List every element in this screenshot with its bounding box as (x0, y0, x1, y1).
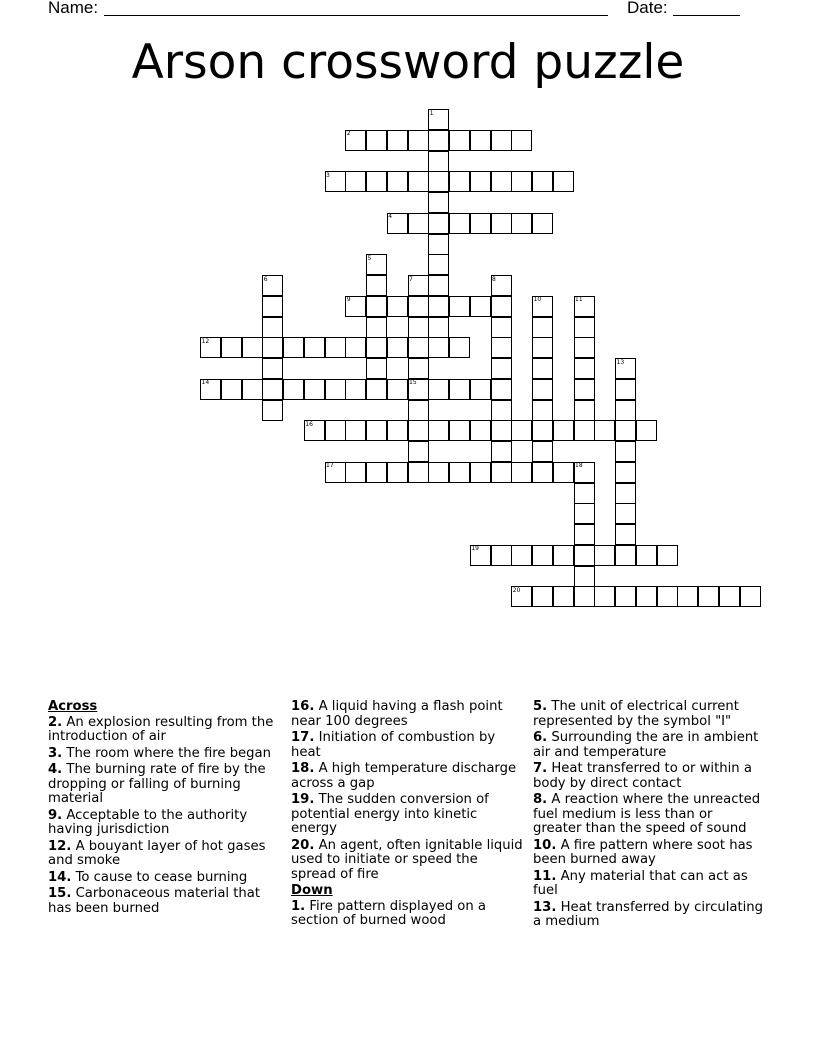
grid-cell[interactable] (574, 358, 595, 379)
clue-text: A fire pattern where soot has been burned away (533, 837, 753, 867)
grid-cell[interactable] (345, 171, 366, 192)
clue-number: 11. (533, 868, 557, 884)
grid-cell[interactable] (491, 130, 512, 151)
clue-item (291, 839, 523, 883)
name-label: Name: (48, 0, 99, 17)
clue-number: 9 (346, 296, 351, 304)
grid-cell[interactable] (491, 545, 512, 566)
grid-cell[interactable] (553, 420, 574, 441)
grid-cell[interactable] (408, 462, 429, 483)
clue-number: 18. (291, 761, 315, 776)
grid-cell[interactable] (657, 545, 678, 566)
clue-item (291, 900, 523, 929)
grid-cell[interactable] (615, 441, 636, 462)
grid-cell[interactable] (470, 420, 491, 441)
grid-cell[interactable] (532, 545, 553, 566)
clue-number: 2. (48, 714, 63, 730)
grid-cell[interactable] (366, 337, 387, 358)
grid-cell[interactable] (387, 130, 408, 151)
clue-text: Surrounding the are in ambient air and temperature (533, 730, 759, 760)
clue-text: A bouyant layer of hot gases and smoke (48, 838, 266, 868)
grid-cell[interactable] (511, 462, 532, 483)
grid-cell[interactable] (387, 420, 408, 441)
grid-cell[interactable] (470, 213, 491, 234)
clue-number: 16 (305, 420, 313, 428)
grid-cell[interactable] (574, 337, 595, 358)
clue-item (48, 747, 280, 762)
clue-item (48, 716, 280, 745)
grid-cell[interactable] (511, 213, 532, 234)
grid-cell[interactable] (366, 420, 387, 441)
clue-text: Fire pattern displayed on a section of burned wood (291, 898, 486, 928)
grid-cell[interactable] (470, 130, 491, 151)
grid-cell[interactable] (262, 337, 283, 358)
grid-cell[interactable] (470, 171, 491, 192)
grid-cell[interactable] (428, 213, 449, 234)
grid-cell[interactable] (283, 337, 304, 358)
clue-text: Any material that can act as fuel (533, 868, 748, 898)
grid-cell[interactable] (636, 586, 657, 607)
grid-cell[interactable] (574, 524, 595, 545)
grid-cell[interactable] (449, 130, 470, 151)
clue-number: 12 (201, 337, 210, 345)
grid-cell[interactable] (428, 420, 449, 441)
grid-cell[interactable] (428, 462, 449, 483)
clue-number: 8. (533, 792, 548, 807)
down-heading: Down (291, 883, 333, 898)
grid-cell[interactable] (408, 441, 429, 462)
clue-item (533, 731, 765, 760)
clue-number: 20 (512, 586, 521, 594)
grid-cell[interactable] (615, 400, 636, 421)
clue-number: 5 (367, 254, 372, 262)
clue-number: 19. (291, 792, 315, 807)
clue-number: 13 (616, 358, 625, 366)
clue-text: A high temperature discharge across a gap (291, 761, 517, 791)
grid-cell[interactable] (491, 400, 512, 421)
clue-number: 20. (291, 837, 315, 853)
grid-cell[interactable] (511, 420, 532, 441)
clue-item (533, 839, 765, 868)
clue-number: 2 (346, 130, 351, 138)
grid-cell[interactable] (574, 400, 595, 421)
grid-cell[interactable] (491, 420, 512, 441)
grid-cell[interactable] (615, 545, 636, 566)
grid-cell[interactable] (574, 483, 595, 504)
clue-number: 7 (409, 275, 413, 283)
grid-cell[interactable] (449, 213, 470, 234)
grid-cell[interactable] (428, 337, 449, 358)
grid-cell[interactable] (408, 337, 429, 358)
clue-item (533, 762, 765, 791)
clue-number: 6. (533, 730, 548, 745)
clue-item (48, 840, 280, 869)
grid-cell[interactable] (491, 337, 512, 358)
grid-cell[interactable] (491, 171, 512, 192)
grid-cell[interactable] (615, 379, 636, 400)
grid-cell[interactable] (449, 171, 470, 192)
clue-item (291, 700, 523, 729)
grid-cell[interactable] (449, 462, 470, 483)
grid-cell[interactable] (574, 545, 595, 566)
clue-number: 9. (48, 807, 63, 823)
clue-number: 3. (48, 745, 63, 761)
grid-cell[interactable] (428, 130, 449, 151)
grid-cell[interactable] (532, 213, 553, 234)
grid-cell[interactable] (449, 379, 470, 400)
grid-cell[interactable] (532, 586, 553, 607)
clue-number: 1. (291, 898, 306, 914)
clue-text: A liquid having a flash point near 100 degrees (291, 699, 503, 729)
clue-item (48, 871, 280, 886)
grid-cell[interactable] (574, 503, 595, 524)
clue-number: 19 (471, 545, 479, 553)
grid-cell[interactable] (491, 462, 512, 483)
clue-text: Heat transferred by circulating a medium (533, 899, 764, 929)
grid-cell[interactable] (615, 483, 636, 504)
grid-cell[interactable] (428, 151, 449, 172)
grid-cell[interactable] (449, 296, 470, 317)
grid-cell[interactable] (532, 171, 553, 192)
grid-cell[interactable] (491, 213, 512, 234)
clue-number: 3 (326, 171, 330, 179)
clue-number: 4. (48, 762, 63, 777)
grid-cell[interactable] (532, 400, 553, 421)
grid-cell[interactable] (470, 462, 491, 483)
grid-cell[interactable] (428, 275, 449, 296)
grid-cell[interactable] (325, 337, 346, 358)
grid-cell[interactable] (428, 254, 449, 275)
grid-cell[interactable] (657, 586, 678, 607)
clue-number: 14 (201, 379, 210, 387)
grid-cell[interactable] (345, 420, 366, 441)
grid-cell[interactable] (408, 213, 429, 234)
grid-cell[interactable] (553, 171, 574, 192)
clue-item (48, 809, 280, 838)
grid-cell[interactable] (428, 296, 449, 317)
grid-cell[interactable] (408, 130, 429, 151)
grid-cell[interactable] (719, 586, 740, 607)
grid-cell[interactable] (491, 296, 512, 317)
clue-number: 13. (533, 899, 557, 915)
grid-cell[interactable] (428, 234, 449, 255)
grid-cell[interactable] (491, 379, 512, 400)
grid-cell[interactable] (366, 462, 387, 483)
grid-cell[interactable] (594, 420, 615, 441)
clue-text: Carbonaceous material that has been burned (48, 886, 261, 916)
grid-cell[interactable] (366, 275, 387, 296)
clue-number: 10 (533, 296, 542, 304)
grid-cell[interactable] (304, 379, 325, 400)
clues-column-3 (533, 700, 765, 932)
clue-number: 18 (575, 462, 583, 470)
clue-number: 15. (48, 886, 72, 901)
clue-item (48, 763, 280, 807)
grid-cell[interactable] (345, 462, 366, 483)
grid-cell[interactable] (428, 192, 449, 213)
grid-cell[interactable] (408, 358, 429, 379)
grid-cell[interactable] (574, 566, 595, 587)
grid-cell[interactable] (262, 400, 283, 421)
clue-number: 14. (48, 869, 72, 885)
clues-column-1 (48, 700, 280, 918)
grid-cell[interactable] (345, 337, 366, 358)
grid-cell[interactable] (636, 420, 657, 441)
grid-cell[interactable] (304, 337, 325, 358)
grid-cell[interactable] (262, 358, 283, 379)
grid-cell[interactable] (511, 130, 532, 151)
clue-text: The room where the fire began (66, 745, 271, 761)
grid-cell[interactable] (408, 400, 429, 421)
clue-item (533, 870, 765, 899)
clue-text: To cause to cease burning (75, 869, 248, 885)
grid-cell[interactable] (345, 379, 366, 400)
grid-cell[interactable] (283, 379, 304, 400)
grid-cell[interactable] (698, 586, 719, 607)
grid-cell[interactable] (491, 441, 512, 462)
grid-cell[interactable] (262, 317, 283, 338)
grid-cell[interactable] (325, 420, 346, 441)
grid-cell[interactable] (532, 462, 553, 483)
clue-item (291, 793, 523, 837)
grid-cell[interactable] (511, 545, 532, 566)
grid-cell[interactable] (677, 586, 698, 607)
grid-cell[interactable] (636, 545, 657, 566)
clue-number: 15 (409, 379, 417, 387)
grid-cell[interactable] (387, 462, 408, 483)
grid-cell[interactable] (553, 545, 574, 566)
grid-cell[interactable] (491, 317, 512, 338)
clue-number: 6 (263, 275, 268, 283)
clue-number: 11 (575, 296, 583, 304)
grid-cell[interactable] (387, 337, 408, 358)
grid-cell[interactable] (408, 420, 429, 441)
grid-cell[interactable] (449, 420, 470, 441)
clue-item (533, 793, 765, 837)
grid-cell[interactable] (428, 171, 449, 192)
grid-cell[interactable] (574, 420, 595, 441)
clue-text: The unit of electrical current represented by the symbol "I" (533, 699, 739, 729)
grid-cell[interactable] (615, 503, 636, 524)
grid-cell[interactable] (449, 337, 470, 358)
grid-cell[interactable] (615, 420, 636, 441)
grid-cell[interactable] (574, 379, 595, 400)
grid-cell[interactable] (553, 462, 574, 483)
grid-cell[interactable] (387, 296, 408, 317)
grid-cell[interactable] (615, 586, 636, 607)
clue-item (291, 731, 523, 760)
grid-cell[interactable] (366, 171, 387, 192)
grid-cell[interactable] (574, 317, 595, 338)
clue-item (533, 901, 765, 930)
clue-text: Heat transferred to or within a body by direct contact (533, 761, 752, 791)
clue-number: 7. (533, 761, 548, 776)
grid-cell[interactable] (408, 317, 429, 338)
grid-cell[interactable] (387, 171, 408, 192)
grid-cell[interactable] (408, 171, 429, 192)
clue-item (533, 700, 765, 729)
clue-text: A reaction where the unreacted fuel medium is less than or greater than the speed of sound (533, 792, 761, 836)
grid-cell[interactable] (262, 296, 283, 317)
grid-cell[interactable] (532, 379, 553, 400)
clue-number: 16. (291, 699, 315, 714)
grid-cell[interactable] (262, 379, 283, 400)
grid-cell[interactable] (387, 379, 408, 400)
clues-column-2 (291, 700, 523, 931)
grid-cell[interactable] (491, 358, 512, 379)
grid-cell[interactable] (594, 586, 615, 607)
grid-cell[interactable] (574, 586, 595, 607)
grid-cell[interactable] (366, 379, 387, 400)
grid-cell[interactable] (511, 171, 532, 192)
clue-number: 17. (291, 730, 315, 745)
clue-text: An agent, often ignitable liquid used to initiate or speed the spread of fire (291, 837, 523, 882)
grid-cell[interactable] (428, 379, 449, 400)
grid-cell[interactable] (242, 379, 263, 400)
clue-number: 1 (429, 109, 434, 117)
grid-cell[interactable] (532, 337, 553, 358)
grid-cell[interactable] (428, 317, 449, 338)
grid-cell[interactable] (408, 296, 429, 317)
puzzle-title: Arson crossword puzzle (131, 35, 685, 90)
clue-item (291, 762, 523, 791)
grid-cell[interactable] (615, 462, 636, 483)
clue-number: 17 (326, 462, 334, 470)
grid-cell[interactable] (366, 317, 387, 338)
grid-cell[interactable] (325, 379, 346, 400)
grid-cell[interactable] (221, 337, 242, 358)
grid-cell[interactable] (594, 545, 615, 566)
grid-cell[interactable] (470, 296, 491, 317)
grid-cell[interactable] (366, 358, 387, 379)
grid-cell[interactable] (553, 586, 574, 607)
grid-cell[interactable] (470, 379, 491, 400)
grid-cell[interactable] (532, 358, 553, 379)
grid-cell[interactable] (532, 420, 553, 441)
grid-cell[interactable] (242, 337, 263, 358)
clue-text: Initiation of combustion by heat (291, 730, 496, 760)
grid-cell[interactable] (532, 317, 553, 338)
grid-cell[interactable] (221, 379, 242, 400)
clue-text: The sudden conversion of potential energy into kinetic energy (291, 792, 489, 836)
clue-number: 8 (492, 275, 496, 283)
clue-text: An explosion resulting from the introduction of air (48, 714, 274, 744)
grid-cell[interactable] (366, 296, 387, 317)
grid-cell[interactable] (615, 524, 636, 545)
grid-cell[interactable] (366, 130, 387, 151)
clue-number: 5. (533, 699, 548, 714)
clue-text: The burning rate of fire by the dropping or falling of burning material (48, 762, 266, 806)
clue-number: 12. (48, 838, 72, 854)
clue-number: 10. (533, 837, 557, 853)
grid-cell[interactable] (740, 586, 761, 607)
grid-cell[interactable] (532, 441, 553, 462)
across-heading: Across (48, 699, 98, 714)
clue-item (48, 887, 280, 916)
clue-text: Acceptable to the authority having jurisdiction (48, 807, 248, 837)
clue-number: 4 (388, 213, 393, 221)
date-label: Date: (627, 0, 668, 17)
